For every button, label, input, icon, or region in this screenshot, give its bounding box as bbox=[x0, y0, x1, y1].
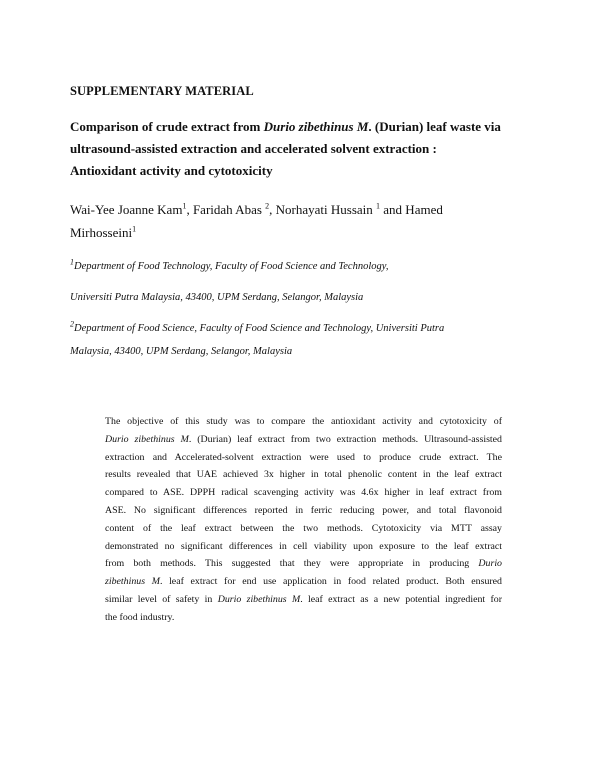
author-name: Mirhosseini bbox=[70, 225, 133, 240]
abstract-text: . (Durian) leaf extract from two extraction methods. Ultrasound-assisted bbox=[188, 433, 502, 445]
author-affiliation-mark: 2 bbox=[265, 201, 270, 211]
abstract-line: demonstrated no significant differences in cell viability upon exposure to the leaf extract bbox=[105, 540, 502, 552]
abstract-text: from both methods. This suggested that they were appropriate in producing bbox=[105, 558, 479, 570]
affiliation-mark: 2 bbox=[70, 319, 74, 329]
author-name: , Norhayati Hussain bbox=[269, 202, 377, 217]
abstract-line: extraction and Accelerated-solvent extraction were used to produce crude extract. The bbox=[105, 451, 502, 463]
title-line-2: ultrasound-assisted extraction and accelerated solvent extraction : bbox=[70, 141, 437, 156]
species-name: Durio zibethinus M bbox=[105, 433, 189, 445]
title-text: Comparison of crude extract from bbox=[70, 119, 264, 134]
author-line-2 bbox=[70, 221, 540, 244]
abstract-line: compared to ASE. DPPH radical scavenging activity was 4.6x higher in leaf extract from bbox=[105, 487, 502, 499]
title-line-3: Antioxidant activity and cytotoxicity bbox=[70, 163, 273, 178]
abstract-line: content of the leaf extract between the two methods. Cytotoxicity via MTT assay bbox=[105, 522, 502, 534]
abstract-line bbox=[105, 573, 502, 591]
abstract-line bbox=[105, 555, 502, 573]
title-species: Durio zibethinus M bbox=[263, 119, 369, 134]
affiliation-2-line-2: Malaysia, 43400, UPM Serdang, Selangor, Malaysia bbox=[70, 346, 293, 357]
abstract-line: ASE. No significant differences reported in ferric reducing power, and total flavonoid bbox=[105, 504, 502, 516]
affiliation-text: Department of Food Science, Faculty of Food Science and Technology, Universiti Putra bbox=[74, 323, 445, 334]
species-name: Durio zibethinus M bbox=[217, 593, 301, 605]
species-name: zibethinus M bbox=[105, 576, 160, 588]
abstract-line: results revealed that UAE achieved 3x higher in total phenolic content in the leaf extract bbox=[105, 469, 502, 481]
author-name: , Faridah Abas bbox=[186, 202, 266, 217]
author-name: Wai-Yee Joanne Kam bbox=[70, 202, 183, 217]
author-affiliation-mark: 1 bbox=[376, 201, 381, 211]
abstract-text: . leaf extract for end use application in food related product. Both ensured bbox=[159, 576, 502, 588]
abstract-line: The objective of this study was to compare the antioxidant activity and cytotoxicity of bbox=[105, 416, 502, 427]
supplementary-heading: SUPPLEMENTARY MATERIAL bbox=[70, 84, 254, 98]
affiliation-1-line-2: Universiti Putra Malaysia, 43400, UPM Serdang, Selangor, Malaysia bbox=[70, 292, 364, 303]
abstract bbox=[105, 413, 502, 627]
affiliation-2-line-1 bbox=[70, 319, 540, 334]
affiliation-mark: 1 bbox=[70, 257, 74, 267]
affiliation-text: Department of Food Technology, Faculty of Food Science and Technology, bbox=[74, 261, 389, 272]
author-affiliation-mark: 1 bbox=[182, 201, 187, 211]
abstract-text: . leaf extract as a new potential ingredient for bbox=[300, 593, 502, 605]
title-line-1 bbox=[70, 116, 540, 138]
affiliation-1-line-1 bbox=[70, 257, 540, 272]
abstract-line: the food industry. bbox=[105, 611, 175, 623]
paper-title bbox=[70, 116, 540, 182]
abstract-line bbox=[105, 431, 502, 449]
abstract-text: similar level of safety in bbox=[105, 593, 218, 605]
species-name: Durio bbox=[478, 558, 502, 570]
author-affiliation-mark: 1 bbox=[132, 224, 137, 234]
abstract-line bbox=[105, 591, 502, 609]
title-text: . (Durian) leaf waste via bbox=[368, 119, 501, 134]
author-line-1 bbox=[70, 198, 540, 221]
author-name: and Hamed bbox=[380, 202, 443, 217]
author-list bbox=[70, 198, 540, 244]
